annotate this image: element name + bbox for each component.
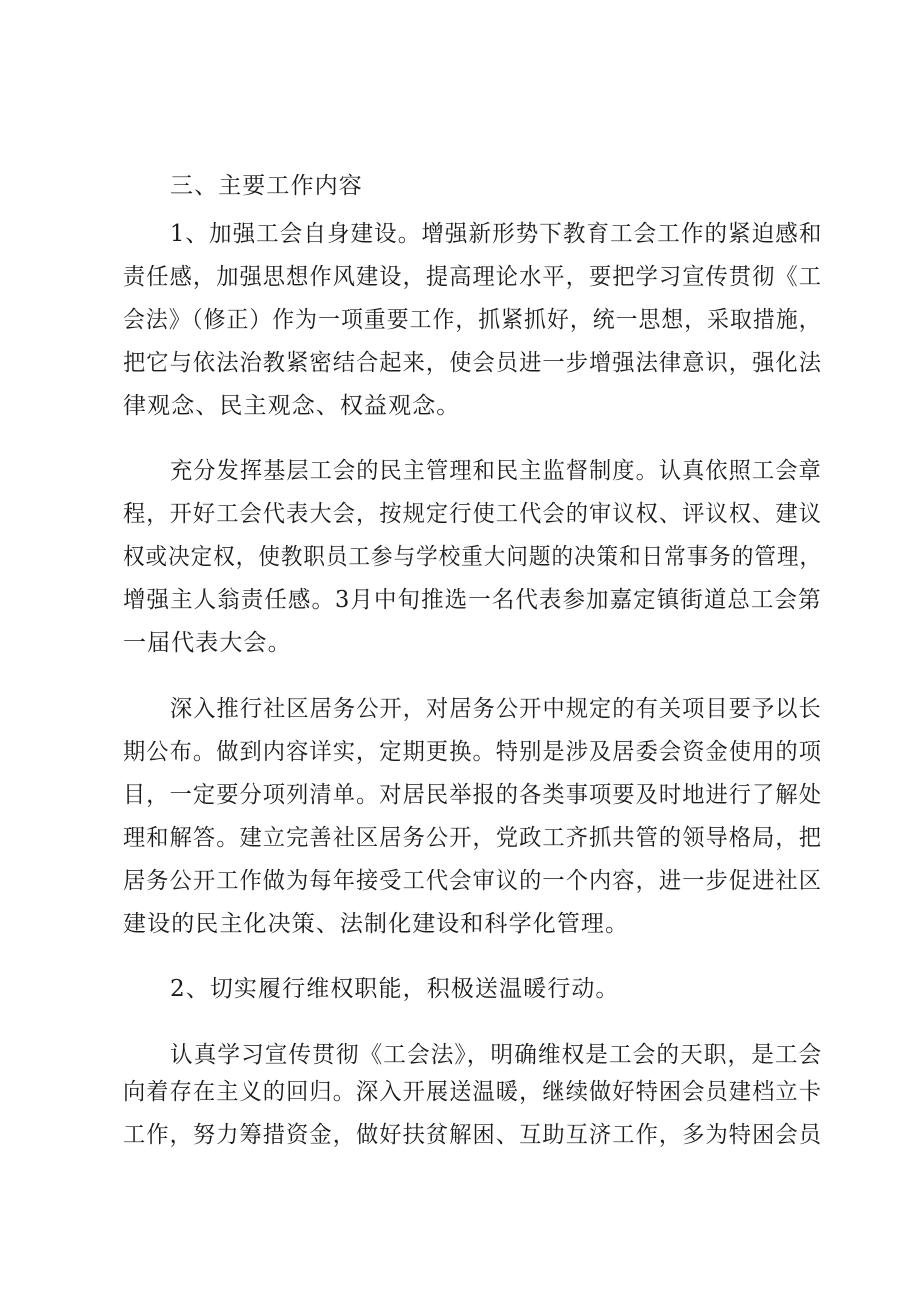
paragraph-line: 一届代表大会。	[123, 630, 292, 656]
paragraph-line: 居务公开工作做为每年接受工代会审议的一个内容，进一步促进社区	[123, 868, 822, 894]
paragraph-line: 1、加强工会自身建设。增强新形势下教育工会工作的紧迫感和	[170, 221, 823, 247]
paragraph-line: 建设的民主化决策、法制化建设和科学化管理。	[123, 911, 630, 937]
paragraph-line: 目，一定要分项列清单。对居民举报的各类事项要及时地进行了解处	[123, 782, 822, 808]
paragraph-line: 程，开好工会代表大会，按规定行使工代会的审议权、评议权、建议	[123, 501, 822, 527]
paragraph-line: 向着存在主义的回归。深入开展送温暖，继续做好特困会员建档立卡	[123, 1079, 822, 1105]
paragraph-line: 理和解答。建立完善社区居务公开，党政工齐抓共管的领导格局，把	[123, 825, 822, 851]
paragraph-line: 充分发挥基层工会的民主管理和民主监督制度。认真依照工会章	[170, 458, 822, 484]
paragraph-line: 律观念、民主观念、权益观念。	[123, 393, 461, 419]
paragraph-line: 深入推行社区居务公开，对居务公开中规定的有关项目要予以长	[170, 696, 822, 722]
paragraph-line: 权或决定权，使教职员工参与学校重大问题的决策和日常事务的管理，	[123, 544, 823, 570]
paragraph-line: 工作，努力筹措资金，做好扶贫解困、互助互济工作，多为特困会员	[123, 1122, 822, 1148]
paragraph-line: 会法》（修正）作为一项重要工作，抓紧抓好，统一思想，采取措施，	[123, 307, 822, 333]
paragraph-line: 认真学习宣传贯彻《工会法》，明确维权是工会的天职，是工会	[170, 1042, 823, 1068]
paragraph-line: 增强主人翁责任感。3月中旬推选一名代表参加嘉定镇街道总工会第	[123, 587, 822, 613]
paragraph-line: 期公布。做到内容详实，定期更换。特别是涉及居委会资金使用的项	[123, 739, 822, 765]
paragraph-line: 把它与依法治教紧密结合起来，使会员进一步增强法律意识，强化法	[123, 350, 822, 376]
section-heading: 2、切实履行维权职能，积极送温暖行动。	[170, 976, 620, 1002]
section-heading: 三、主要工作内容	[170, 173, 363, 199]
paragraph-line: 责任感，加强思想作风建设，提高理论水平，要把学习宣传贯彻《工	[123, 264, 822, 290]
